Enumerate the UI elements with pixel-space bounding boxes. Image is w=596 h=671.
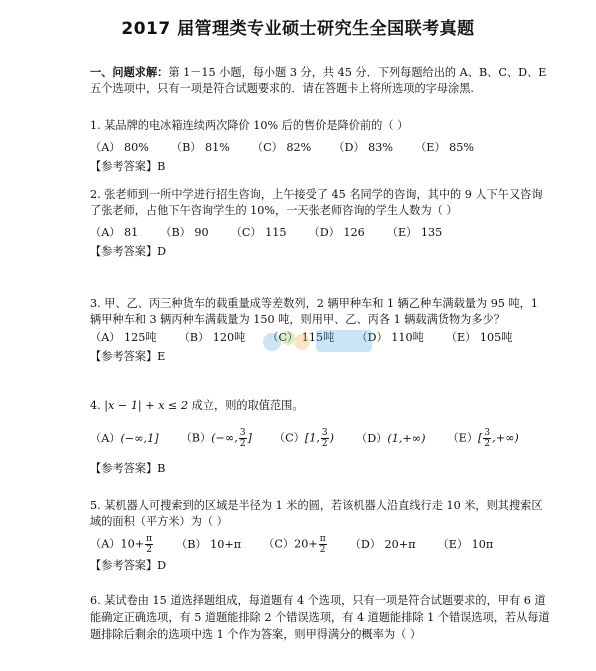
question-4 (90, 398, 550, 477)
option-a: （A） 125吨 (90, 331, 157, 344)
question-1 (90, 118, 550, 175)
question-stem: 2. 张老师到一所中学进行招生咨询，上午接受了 45 名同学的咨询，其中的 9 人下午又咨询了张老师，占他下午咨询学生的 10%，一天张老师咨询的学生人数为（ ） (90, 188, 543, 217)
section-instructions: 第 1－15 小题，每小题 3 分，共 45 分．下列每题给出的 A、B、C、D、E 五个选项中，只有一项是符合试题要求的．请在答题卡上将所选项的字母涂黑. (90, 66, 547, 95)
question-text: 成立，则的取值范围。 (188, 399, 304, 412)
option-list (90, 330, 550, 346)
fraction: $\frac{3}{2}$ (484, 428, 491, 449)
option-b: （B） 81% (170, 141, 230, 154)
question-number: 4. (90, 399, 101, 412)
question-3 (90, 296, 550, 365)
option-b: （B） 90 (160, 226, 209, 239)
option-list (90, 225, 550, 241)
option-c: （C）20+ $\frac{\pi}{2}$ (263, 534, 326, 555)
question-stem: 1. 某品牌的电冰箱连续两次降价 10% 后的售价是降价前的（ ） (90, 119, 409, 132)
question-stem (90, 398, 550, 414)
question-2 (90, 187, 550, 260)
section-intro (90, 64, 560, 97)
option-c: （C）[1, $\frac{3}{2}$ ) (273, 428, 335, 449)
option-a: （A） 80% (90, 141, 149, 154)
question-stem: 5. 某机器人可搜索到的区域是半径为 1 米的圆，若该机器人沿直线行走 10 米，则其搜索区域的面积（平方米）为（ ） (90, 499, 543, 528)
fraction: $\frac{3}{2}$ (321, 428, 328, 449)
option-b: （B） 120吨 (178, 331, 246, 344)
question-5 (90, 498, 550, 574)
option-d: （D） 83% (333, 141, 394, 154)
option-a: （A） 81 (90, 226, 139, 239)
option-c: （C） 115吨 (267, 331, 335, 344)
reference-answer: 【参考答案】D (90, 559, 167, 572)
section-heading: 一、问题求解： (90, 65, 169, 79)
reference-answer: 【参考答案】E (90, 350, 166, 363)
question-stem: 3. 甲、乙、丙三种货车的载重量成等差数列，2 辆甲种车和 1 辆乙种车满载量为 95 吨，1 辆甲种车和 3 辆丙种车满载量为 150 吨，则用甲、乙、丙各 1 辆载满货物为多少？ (90, 297, 538, 326)
option-list (90, 534, 550, 555)
reference-answer: 【参考答案】D (90, 245, 167, 258)
option-a: （A）(−∞,1] (90, 431, 159, 445)
fraction: $\frac{\pi}{2}$ (319, 534, 326, 555)
option-d: （D）(1,+∞) (356, 431, 426, 445)
option-list (90, 140, 550, 156)
fraction: $\frac{3}{2}$ (239, 428, 246, 449)
fraction: $\frac{\pi}{2}$ (146, 534, 153, 555)
option-d: （D） 110吨 (356, 331, 424, 344)
option-a: （A）10+ $\frac{\pi}{2}$ (90, 534, 153, 555)
page-title: 2017 届管理类专业硕士研究生全国联考真题 (121, 19, 475, 39)
inequality-expression: |x − 1| + x ≤ 2 (104, 399, 189, 412)
option-b: （B）(−∞, $\frac{3}{2}$ ] (180, 428, 252, 449)
option-e: （E） 105吨 (445, 331, 513, 344)
option-c: （C） 115 (230, 226, 287, 239)
reference-answer: 【参考答案】B (90, 160, 166, 173)
option-d: （D） 20+π (349, 537, 416, 551)
option-e: （E） 85% (415, 141, 475, 154)
option-e: （E）[ $\frac{3}{2}$ ,+∞) (447, 428, 519, 449)
option-d: （D） 126 (308, 226, 365, 239)
question-6 (90, 592, 550, 643)
option-list (90, 428, 550, 449)
reference-answer: 【参考答案】B (90, 462, 166, 475)
question-stem: 6. 某试卷由 15 道选择题组成，每道题有 4 个选项，只有一项是符合试题要求的，甲有 6 道能确定正确选项，有 5 道题能排除 2 个错误选项，有 4 道题能排除 1 个错误选项，若从每道题排除后剩余的选项中选 1 个作为答案，则甲得满分的概率为（ ） (90, 594, 550, 641)
option-c: （C） 82% (251, 141, 312, 154)
option-e: （E） 135 (386, 226, 443, 239)
option-e: （E） 10π (437, 537, 494, 551)
option-b: （B） 10+π (176, 537, 242, 551)
